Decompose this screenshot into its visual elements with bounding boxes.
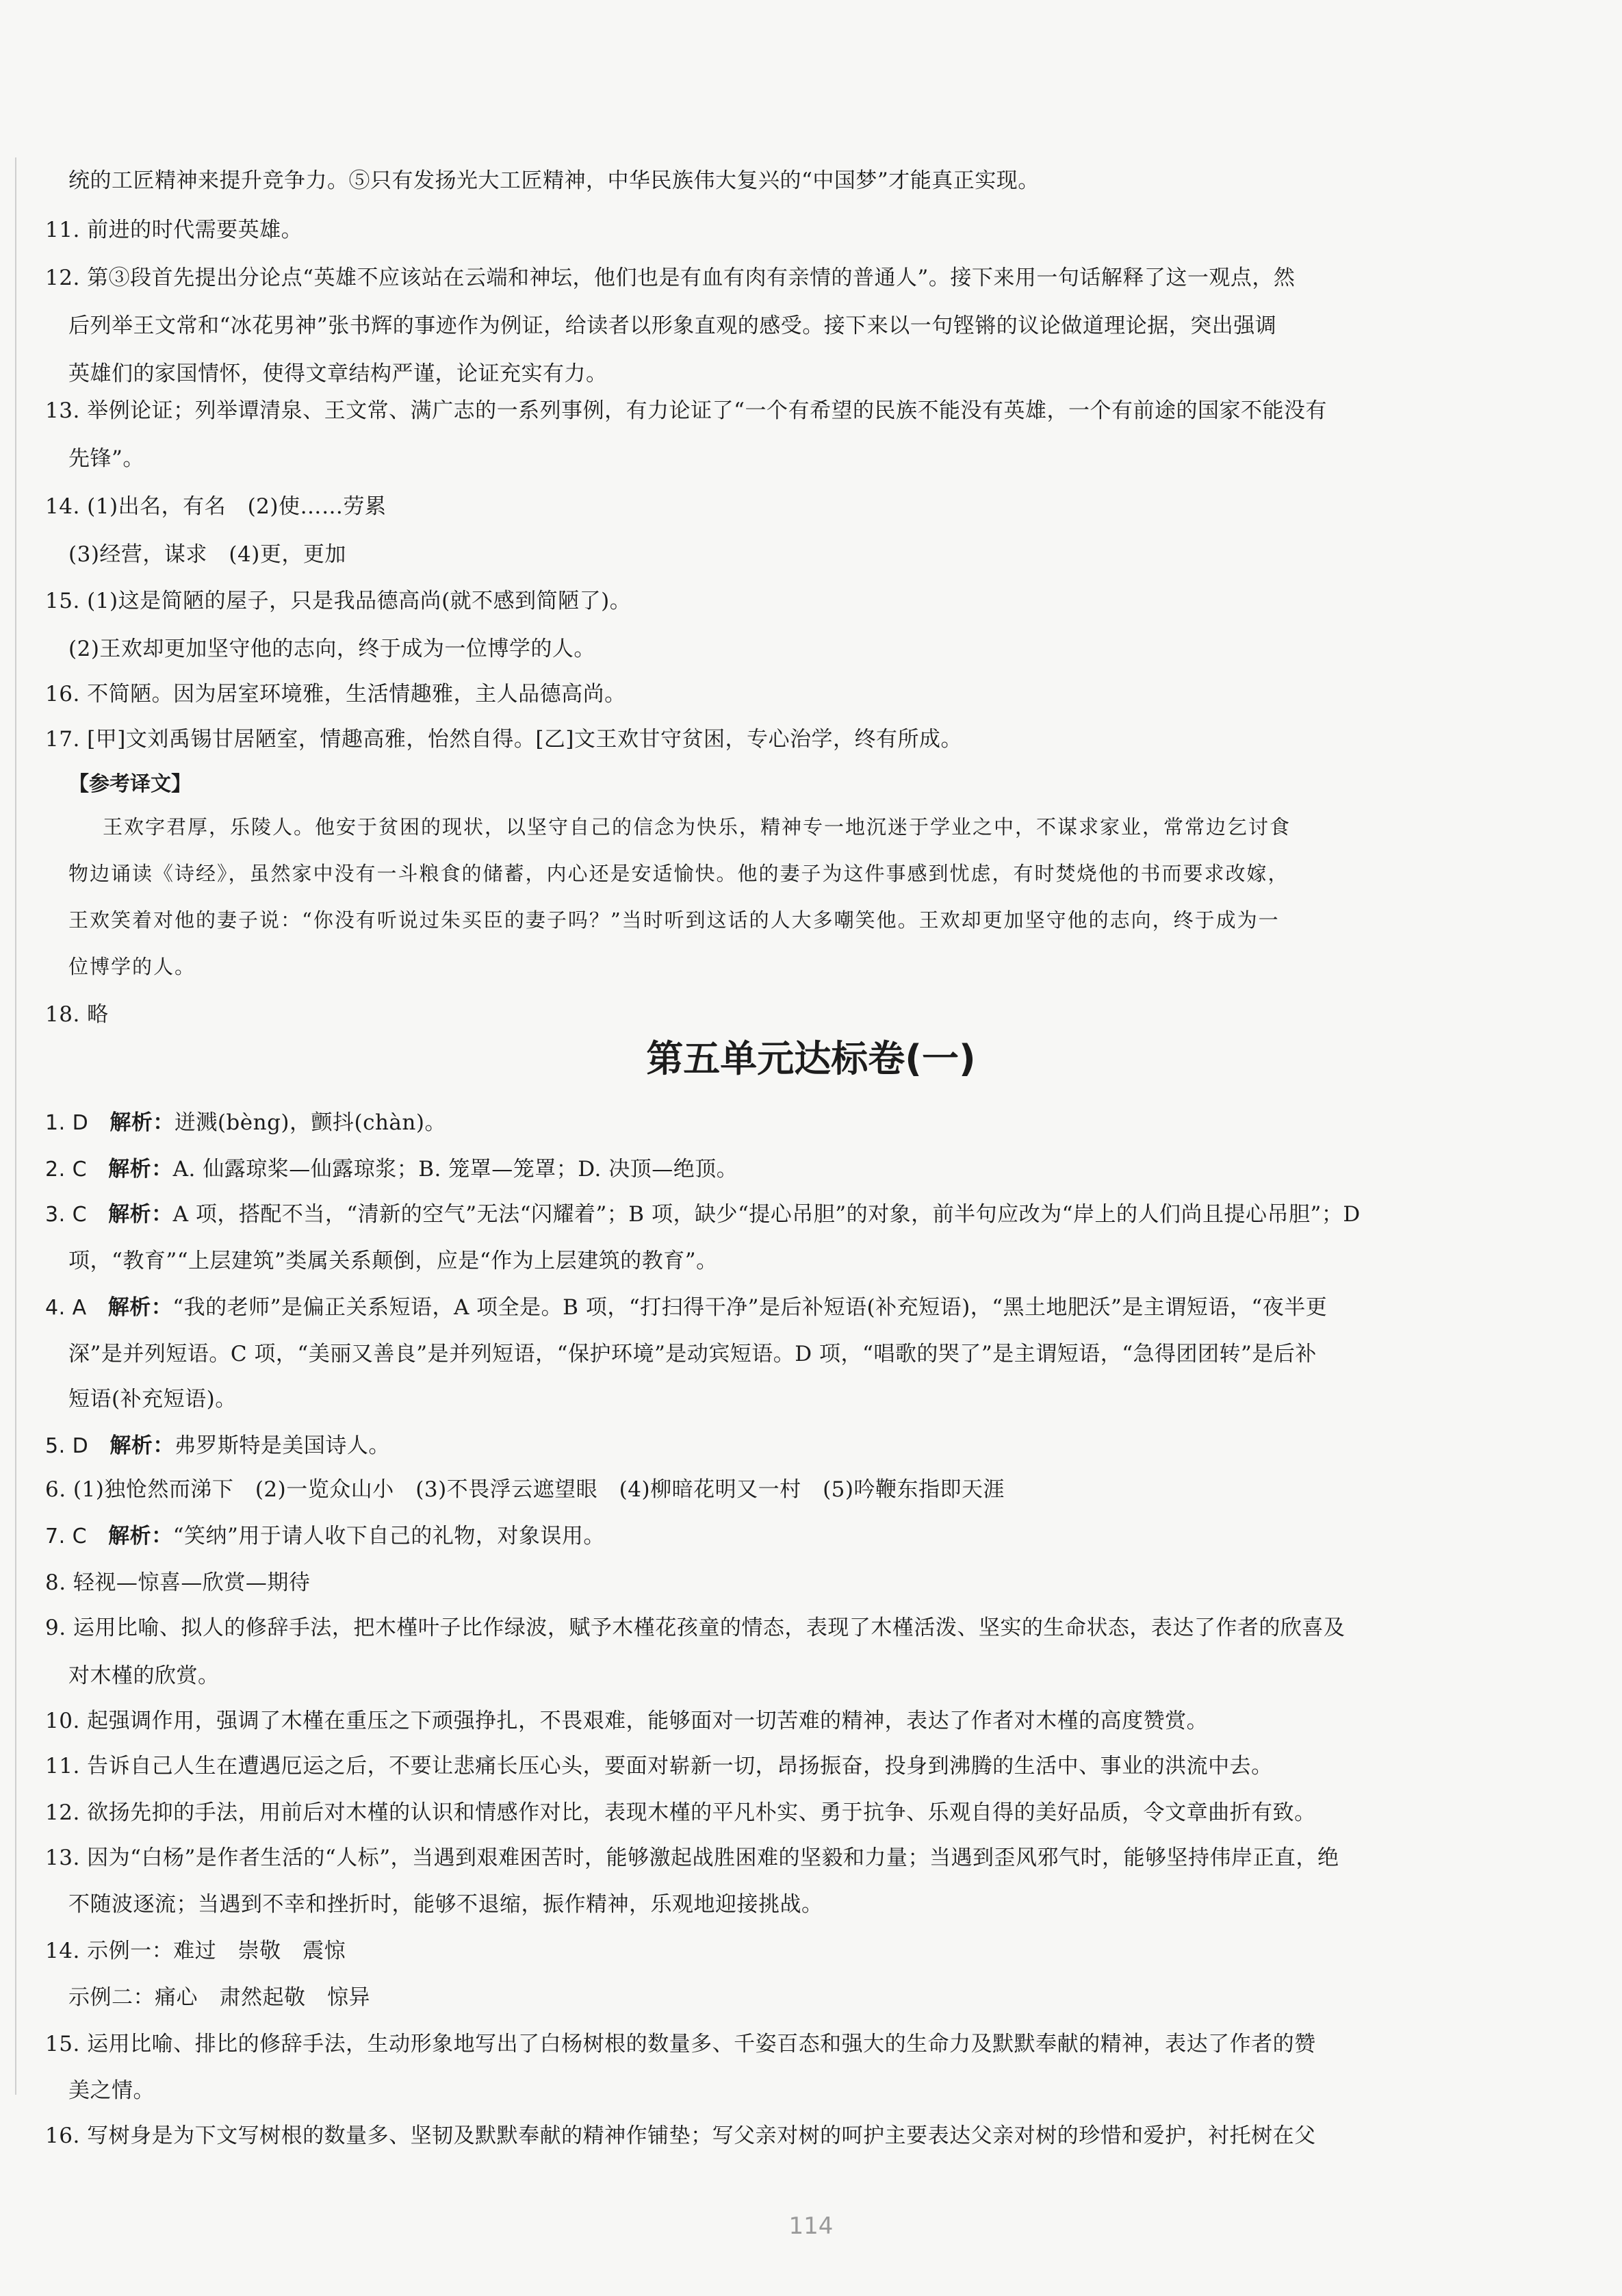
answer-6: 6. (1)独怆然而涕下 (2)一览众山小 (3)不畏浮云遮望眼 (4)柳暗花明又一村 (5)吟鞭东指即天涯: [45, 1477, 1005, 1502]
text-line: 英雄们的家国情怀，使得文章结构严谨，论证充实有力。: [68, 361, 608, 386]
answer-number: 2. C: [45, 1158, 88, 1182]
answer-number: 3. C: [45, 1203, 88, 1227]
answer-13b: 13. 因为“白杨”是作者生活的“人标”，当遇到艰难困苦时，能够激起战胜困难的坚毅和力量；当遇到歪风邪气时，能够坚持伟岸正直，绝: [45, 1846, 1339, 1870]
answer-number: 5. D: [45, 1434, 89, 1458]
text-line: 统的工匠精神来提升竞争力。⑤只有发扬光大工匠精神，中华民族伟大复兴的“中国梦”才能真正实现。: [68, 168, 1040, 193]
answer-11: 11. 前进的时代需要英雄。: [45, 218, 303, 242]
text-line: 示例二：痛心 肃然起敬 惊异: [68, 1985, 370, 2010]
answer-number: 1. D: [45, 1111, 89, 1135]
answer-2: [45, 1156, 738, 1184]
translation-line: 王欢笑着对他的妻子说：“你没有听说过朱买臣的妻子吗？”当时听到这话的人大多嘲笑他。王欢却更加坚守他的志向，终于成为一: [68, 908, 1280, 932]
analysis-label: 解析：: [107, 1295, 173, 1320]
analysis-continuation: 短语(补充短语)。: [68, 1387, 237, 1412]
analysis-text: “我的老师”是偏正关系短语，A 项全是。B 项，“打扫得干净”是后补短语(补充短语)，“黑土地肥沃”是主谓短语，“夜半更: [172, 1295, 1328, 1320]
analysis-label: 解析：: [110, 1433, 175, 1458]
answer-17: 17. [甲]文刘禹锡甘居陋室，情趣高雅，怡然自得。[乙]文王欢甘守贫困，专心治学，终有所成。: [45, 727, 963, 752]
answer-4: [45, 1294, 1327, 1322]
margin-line: [15, 157, 16, 2095]
analysis-label: 解析：: [108, 1202, 173, 1227]
text-line: 美之情。: [68, 2078, 155, 2103]
analysis-continuation: 深”是并列短语。C 项，“美丽又善良”是并列短语，“保护环境”是动宾短语。D 项，“唱歌的哭了”是主谓短语，“急得团团转”是后补: [68, 1342, 1317, 1366]
answer-16: 16. 不简陋。因为居室环境雅，生活情趣雅，主人品德高尚。: [45, 682, 626, 706]
answer-1: [45, 1109, 446, 1137]
translation-line: 物边诵读《诗经》，虽然家中没有一斗粮食的储蓄，内心还是安适愉快。他的妻子为这件事感到忧虑，有时焚烧他的书而要求改嫁，: [68, 862, 1289, 885]
analysis-label: 解析：: [108, 1524, 173, 1548]
page-number: 114: [788, 2212, 834, 2240]
answer-14: 14. (1)出名，有名 (2)使……劳累: [45, 494, 387, 519]
section-title: 第五单元达标卷(一): [646, 1037, 976, 1080]
answer-10: 10. 起强调作用，强调了木槿在重压之下顽强挣扎，不畏艰难，能够面对一切苦难的精神，表达了作者对木槿的高度赞赏。: [45, 1709, 1209, 1733]
answer-12b: 12. 欲扬先抑的手法，用前后对木槿的认识和情感作对比，表现木槿的平凡朴实、勇于抗争、乐观自得的美好品质，令文章曲折有致。: [45, 1800, 1316, 1825]
answer-15b: 15. 运用比喻、排比的修辞手法，生动形象地写出了白杨树根的数量多、千姿百态和强大的生命力及默默奉献的精神，表达了作者的赞: [45, 2032, 1316, 2056]
analysis-text: 迸溅(bèng)，颤抖(chàn)。: [174, 1110, 446, 1135]
text-line: 后列举王文常和“冰花男神”张书辉的事迹作为例证，给读者以形象直观的感受。接下来以一句铿锵的议论做道理论据，突出强调: [68, 314, 1277, 338]
translation-line: 位博学的人。: [68, 955, 196, 978]
answer-9: 9. 运用比喻、拟人的修辞手法，把木槿叶子比作绿波，赋予木槿花孩童的情态，表现了木槿活泼、坚实的生命状态，表达了作者的欣喜及: [45, 1616, 1346, 1640]
answer-13: 13. 举例论证；列举谭清泉、王文常、满广志的一系列事例，有力论证了“一个有希望的民族不能没有英雄，一个有前途的国家不能没有: [45, 398, 1327, 423]
analysis-text: “笑纳”用于请人收下自己的礼物，对象误用。: [172, 1524, 605, 1548]
answer-number: 4. A: [45, 1296, 87, 1320]
answer-8: 8. 轻视—惊喜—欣赏—期待: [45, 1570, 311, 1595]
answer-15: 15. (1)这是简陋的屋子，只是我品德高尚(就不感到简陋了)。: [45, 589, 632, 613]
answer-3: [45, 1201, 1361, 1229]
answer-7: [45, 1522, 605, 1551]
answer-12: 12. 第③段首先提出分论点“英雄不应该站在云端和神坛，他们也是有血有肉有亲情的普通人”。接下来用一句话解释了这一观点，然: [45, 266, 1296, 290]
answer-number: 7. C: [45, 1525, 88, 1548]
text-line: (3)经营，谋求 (4)更，更加: [68, 542, 346, 567]
analysis-continuation: 项，“教育”“上层建筑”类属关系颠倒，应是“作为上层建筑的教育”。: [68, 1249, 718, 1273]
answer-18: 18. 略: [45, 1002, 109, 1027]
analysis-label: 解析：: [110, 1110, 175, 1135]
analysis-text: 弗罗斯特是美国诗人。: [174, 1433, 390, 1458]
analysis-text: A. 仙露琼桨—仙露琼浆；B. 笼罩—笼罩；D. 决顶—绝顶。: [172, 1157, 738, 1182]
translation-line: 王欢字君厚，乐陵人。他安于贫困的现状，以坚守自己的信念为快乐，精神专一地沉迷于学业之中，不谋求家业，常常边乞讨食: [103, 815, 1291, 839]
reference-title: 【参考译文】: [68, 772, 192, 796]
answer-11b: 11. 告诉自己人生在遭遇厄运之后，不要让悲痛长压心头，要面对崭新一切，昂扬振奋，投身到沸腾的生活中、事业的洪流中去。: [45, 1754, 1273, 1778]
analysis-text: A 项，搭配不当，“清新的空气”无法“闪耀着”；B 项，缺少“提心吊胆”的对象，前半句应改为“岸上的人们尚且提心吊胆”；D: [172, 1202, 1361, 1227]
text-line: 不随波逐流；当遇到不幸和挫折时，能够不退缩，振作精神，乐观地迎接挑战。: [68, 1892, 823, 1917]
analysis-label: 解析：: [108, 1157, 173, 1182]
answer-14b: 14. 示例一：难过 崇敬 震惊: [45, 1939, 346, 1963]
text-line: 对木槿的欣赏。: [68, 1663, 220, 1688]
text-line: 先锋”。: [68, 446, 144, 471]
text-line: (2)王欢却更加坚守他的志向，终于成为一位博学的人。: [68, 637, 595, 661]
answer-5: [45, 1432, 390, 1460]
answer-16b: 16. 写树身是为下文写树根的数量多、坚韧及默默奉献的精神作铺垫；写父亲对树的呵护主要表达父亲对树的珍惜和爱护，衬托树在父: [45, 2123, 1316, 2148]
